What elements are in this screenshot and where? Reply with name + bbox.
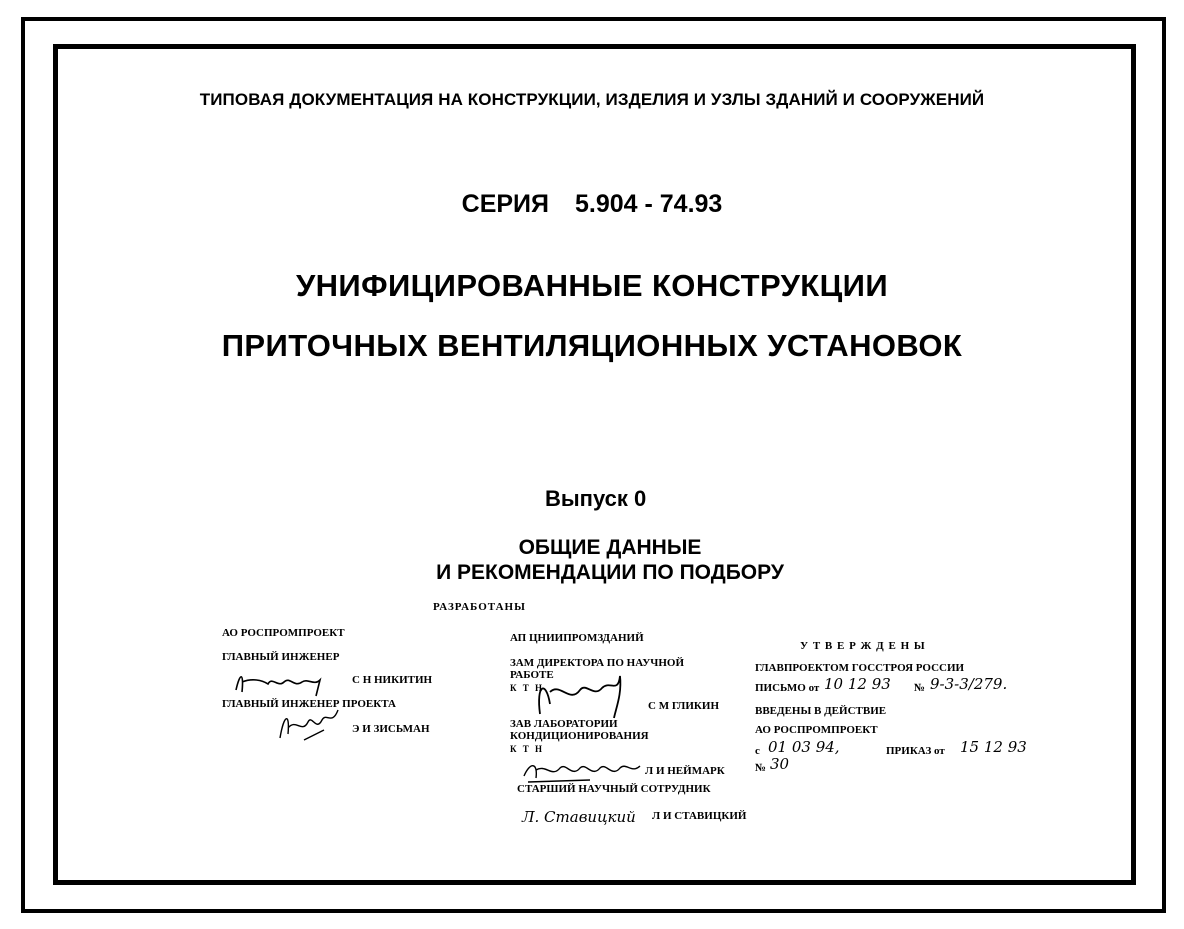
title-line-1: УНИФИЦИРОВАННЫЕ КОНСТРУКЦИИ bbox=[295, 268, 889, 303]
letter-number: 9-3-3/279. bbox=[930, 675, 1008, 693]
col2-role1b: РАБОТЕ bbox=[510, 669, 554, 681]
signature-nikitin bbox=[232, 668, 342, 698]
effective-org: АО РОСПРОМПРОЕКТ bbox=[755, 724, 878, 736]
col2-org: АП ЦНИИПРОМЗДАНИЙ bbox=[510, 632, 644, 644]
effective-label: ВВЕДЕНЫ В ДЕЙСТВИЕ bbox=[755, 705, 887, 717]
col2-degree2: К Т Н bbox=[510, 744, 545, 754]
signature-glikin bbox=[530, 674, 640, 724]
col2-degree1: К Т Н bbox=[510, 683, 545, 693]
from-date: 01 03 94, bbox=[768, 738, 840, 756]
developed-label: РАЗРАБОТАНЫ bbox=[433, 601, 526, 613]
subtitle-line-1: ОБЩИЕ ДАННЫЕ bbox=[518, 536, 702, 559]
col3-org: ГЛАВПРОЕКТОМ ГОССТРОЯ РОССИИ bbox=[755, 662, 965, 674]
title-line-2: ПРИТОЧНЫХ ВЕНТИЛЯЦИОННЫХ УСТАНОВОК bbox=[221, 328, 963, 363]
col2-role3: СТАРШИЙ НАУЧНЫЙ СОТРУДНИК bbox=[517, 783, 711, 795]
document-header: ТИПОВАЯ ДОКУМЕНТАЦИЯ НА КОНСТРУКЦИИ, ИЗДЕЛИЯ И УЗЛЫ ЗДАНИЙ И СООРУЖЕНИЙ bbox=[199, 90, 985, 109]
col1-role2: ГЛАВНЫЙ ИНЖЕНЕР ПРОЕКТА bbox=[222, 698, 396, 710]
signature-stavitsky: Л. Ставицкий bbox=[522, 808, 636, 826]
letter-date: 10 12 93 bbox=[824, 675, 891, 693]
col1-name1: С Н НИКИТИН bbox=[352, 674, 433, 686]
col1-role1: ГЛАВНЫЙ ИНЖЕНЕР bbox=[222, 651, 340, 663]
order-label: ПРИКАЗ от bbox=[886, 745, 945, 757]
series-label: СЕРИЯ bbox=[461, 190, 549, 218]
subtitle-line-2: И РЕКОМЕНДАЦИИ ПО ПОДБОРУ bbox=[436, 561, 784, 584]
series-number: 5.904 - 74.93 bbox=[575, 190, 723, 218]
order-number-label: № bbox=[755, 762, 767, 774]
letter-number-label: № bbox=[914, 682, 926, 694]
col2-role2a: ЗАВ ЛАБОРАТОРИИ bbox=[510, 718, 618, 730]
signature-zisman bbox=[274, 704, 354, 744]
col2-name2: Л И НЕЙМАРК bbox=[645, 765, 725, 777]
col2-role1a: ЗАМ ДИРЕКТОРА ПО НАУЧНОЙ bbox=[510, 657, 685, 669]
col2-name1: С М ГЛИКИН bbox=[648, 700, 720, 712]
approved-label: У Т В Е Р Ж Д Е Н Ы bbox=[800, 640, 926, 652]
issue-number: Выпуск 0 bbox=[545, 486, 647, 511]
col2-role2b: КОНДИЦИОНИРОВАНИЯ bbox=[510, 730, 649, 742]
col1-org: АО РОСПРОМПРОЕКТ bbox=[222, 627, 345, 639]
series-line bbox=[0, 190, 1184, 219]
order-number: 30 bbox=[770, 755, 790, 773]
from-label: с bbox=[755, 745, 760, 757]
signature-neimark bbox=[520, 756, 650, 786]
col2-name3: Л И СТАВИЦКИЙ bbox=[652, 810, 747, 822]
order-date: 15 12 93 bbox=[960, 738, 1027, 756]
col1-name2: Э И ЗИСЬМАН bbox=[352, 723, 430, 735]
letter-label: ПИСЬМО от bbox=[755, 682, 820, 694]
